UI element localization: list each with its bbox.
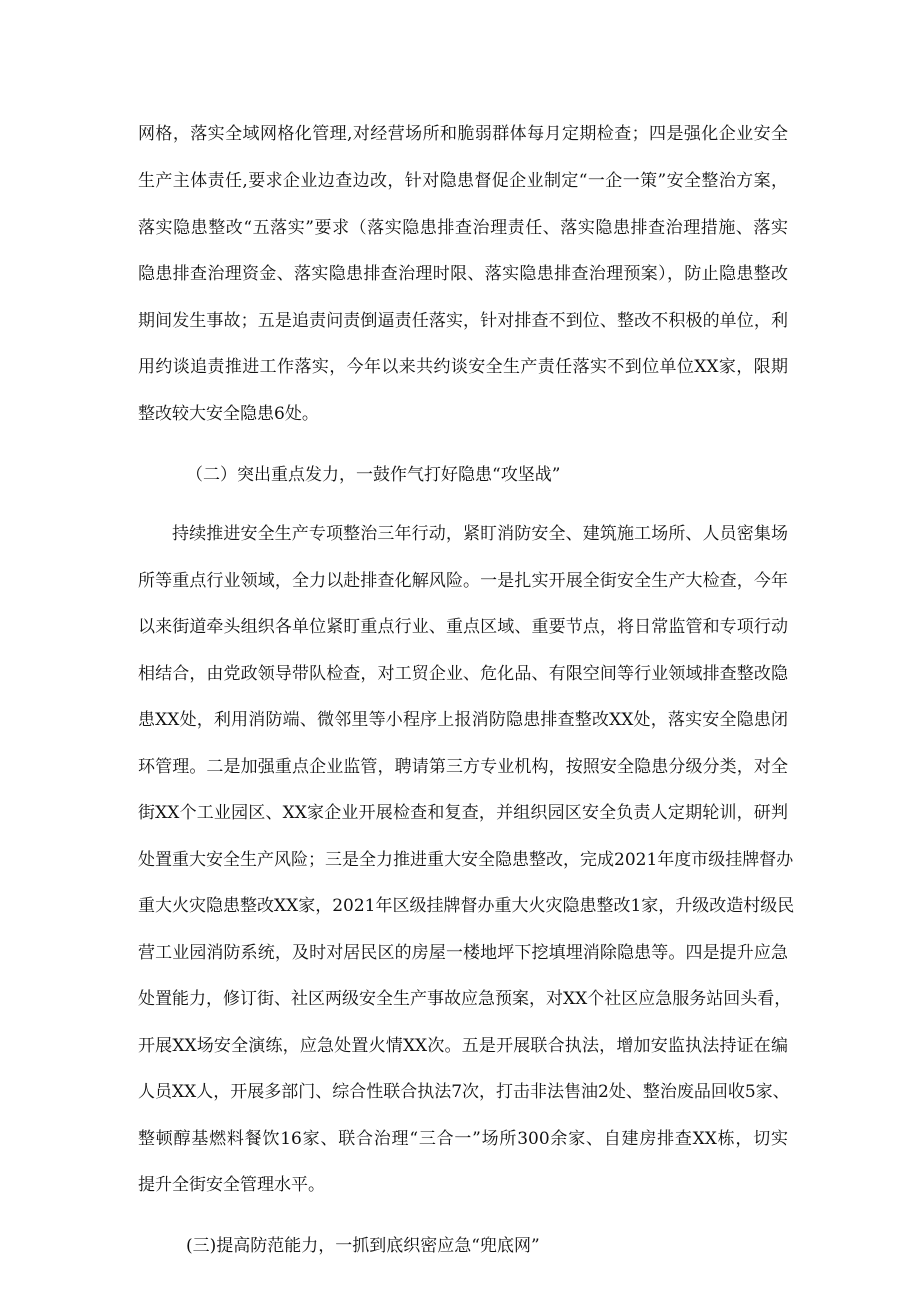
p2-line-3: 以来街道牵头组织各单位紧盯重点行业、重点区域、重要节点，将日常监管和专项行动 xyxy=(138,617,788,637)
p1-line-4: 隐患排查治理资金、落实隐患排查治理时限、落实隐患排查治理预案），防止隐患整改 xyxy=(138,264,788,284)
section-heading-2: （二）突出重点发力，一鼓作气打好隐患“攻坚战” xyxy=(186,465,561,485)
p1-line-2: 生产主体责任,要求企业边查边改，针对隐患督促企业制定“一企一策”安全整治方案， xyxy=(138,171,788,191)
p2-line-14: 整顿醇基燃料餐饮16家、联合治理“三合一”场所300余家、自建房排查XX栋，切实 xyxy=(138,1129,788,1149)
p2-line-2: 所等重点行业领域，全力以赴排查化解风险。一是扎实开展全街安全生产大检查，今年 xyxy=(138,571,788,591)
p2-line-5: 患XX处，利用消防端、微邻里等小程序上报消防隐患排查整改XX处，落实安全隐患闭 xyxy=(138,710,788,730)
p1-line-1: 网格，落实全域网格化管理,对经营场所和脆弱群体每月定期检查；四是强化企业安全 xyxy=(138,124,788,144)
p2-line-13: 人员XX人，开展多部门、综合性联合执法7次，打击非法售油2处、整治废品回收5家、 xyxy=(138,1082,790,1102)
p2-line-1: 持续推进安全生产专项整治三年行动，紧盯消防安全、建筑施工场所、人员密集场 xyxy=(172,524,788,544)
p1-line-6: 用约谈追责推进工作落实，今年以来共约谈安全生产责任落实不到位单位XX家，限期 xyxy=(138,357,788,377)
p1-line-3: 落实隐患整改“五落实”要求（落实隐患排查治理责任、落实隐患排查治理措施、落实 xyxy=(138,218,788,238)
p2-line-9: 重大火灾隐患整改XX家，2021年区级挂牌督办重大火灾隐患整改1家，升级改造村级民 xyxy=(138,896,795,916)
p2-line-8: 处置重大安全生产风险；三是全力推进重大安全隐患整改，完成2021年度市级挂牌督办 xyxy=(138,850,794,870)
p2-line-15: 提升全街安全管理水平。 xyxy=(138,1175,325,1195)
p1-line-5: 期间发生事故；五是追责问责倒逼责任落实，针对排查不到位、整改不积极的单位，利 xyxy=(138,311,788,331)
p2-line-6: 环管理。二是加强重点企业监管，聘请第三方专业机构，按照安全隐患分级分类，对全 xyxy=(138,757,788,777)
p2-line-12: 开展XX场安全演练，应急处置火情XX次。五是开展联合执法，增加安监执法持证在编 xyxy=(138,1036,788,1056)
p2-line-11: 处置能力，修订街、社区两级安全生产事故应急预案，对XX个社区应急服务站回头看， xyxy=(138,989,792,1009)
section-heading-3: (三)提高防范能力，一抓到底织密应急“兜底网” xyxy=(186,1236,540,1256)
p2-line-4: 相结合，由党政领导带队检查，对工贸企业、危化品、有限空间等行业领域排查整改隐 xyxy=(138,664,788,684)
p2-line-10: 营工业园消防系统，及时对居民区的房屋一楼地坪下挖填埋消除隐患等。四是提升应急 xyxy=(138,943,788,963)
p1-line-7: 整改较大安全隐患6处。 xyxy=(138,404,319,424)
p2-line-7: 街XX个工业园区、XX家企业开展检查和复查，并组织园区安全负责人定期轮训，研判 xyxy=(138,803,788,823)
